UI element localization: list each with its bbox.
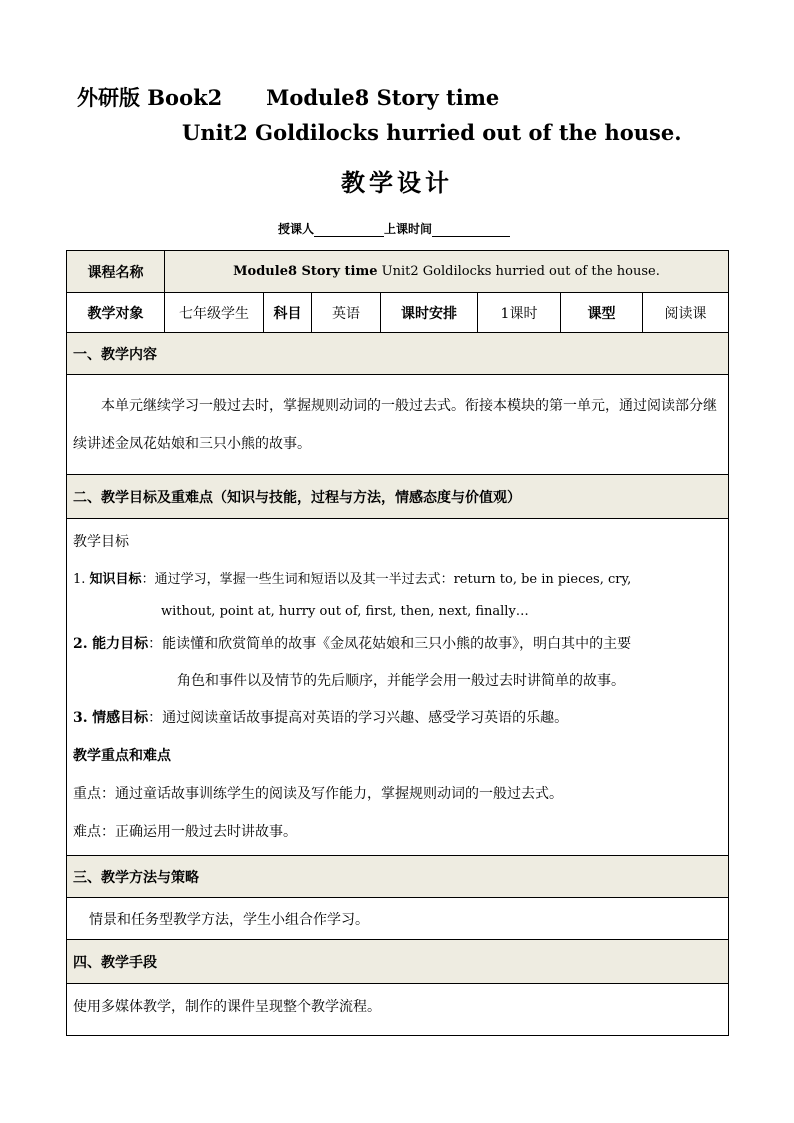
section-4-body-row (67, 984, 729, 1036)
section-2-heading: 二、教学目标及重难点（知识与技能，过程与方法，情感态度与价值观） (67, 475, 729, 519)
section-4-heading-row (67, 940, 729, 984)
key-difficult-title: 教学重点和难点 (73, 748, 171, 764)
key-point: 重点：通过童话故事训练学生的阅读及写作能力，掌握规则动词的一般过去式。 (73, 786, 563, 802)
section-2-body-row (67, 519, 729, 856)
course-name-row (67, 251, 729, 293)
document-title: 教学设计 (341, 168, 453, 197)
teacher-blank (314, 224, 384, 237)
hours-label: 课时安排 (381, 293, 478, 333)
goal-1-label: 知识目标 (89, 572, 142, 587)
goal-1-text: ：通过学习，掌握一些生词和短语以及其一半过去式：return to, be in pieces, cry, (141, 572, 632, 587)
section-4-body: 使用多媒体教学，制作的课件呈现整个教学流程。 (67, 984, 729, 1036)
audience-label: 教学对象 (67, 293, 165, 333)
goal-3-text: ：通过阅读童话故事提高对英语的学习兴趣、感受学习英语的乐趣。 (148, 710, 569, 726)
section-1-heading-row (67, 333, 729, 375)
header-line-1: 外研版 Book2 Module8 Story time (77, 85, 500, 110)
subject-value: 英语 (312, 293, 381, 333)
section-4-heading: 四、教学手段 (67, 940, 729, 984)
section-1-body: 本单元继续学习一般过去时，掌握规则动词的一般过去式。衔接本模块的第一单元，通过阅读部分继续讲述金凤花姑娘和三只小熊的故事。 (67, 375, 729, 475)
goal-2-continued: 角色和事件以及情节的先后顺序，并能学会用一般过去时讲简单的故事。 (177, 673, 625, 689)
section-2-heading-row (67, 475, 729, 519)
course-name-value (165, 251, 729, 293)
goal-1-continued: without, point at, hurry out of, first, then, next, finally… (161, 604, 529, 619)
goal-3 (73, 699, 722, 737)
teacher-label: 授课人 (278, 222, 315, 236)
meta-line (278, 220, 510, 237)
goal-2-text: ：能读懂和欣赏简单的故事《金凤花姑娘和三只小熊的故事》，明白其中的主要 (148, 636, 632, 652)
goal-2-num: 2. (73, 636, 88, 652)
header-line-2: Unit2 Goldilocks hurried out of the house. (182, 120, 682, 145)
course-unit: Unit2 Goldilocks hurried out of the house. (377, 264, 660, 279)
type-value: 阅读课 (643, 293, 729, 333)
difficulty-point: 难点：正确运用一般过去时讲故事。 (73, 824, 297, 840)
course-module: Module8 Story time (233, 264, 378, 279)
time-label: 上课时间 (384, 222, 433, 236)
course-name-label: 课程名称 (67, 251, 165, 293)
lesson-plan-table (66, 250, 729, 1036)
hours-value: 1课时 (478, 293, 561, 333)
goal-1 (73, 561, 722, 599)
section-3-body: 情景和任务型教学方法，学生小组合作学习。 (67, 898, 729, 940)
goal-2-label: 能力目标 (92, 636, 149, 652)
info-row (67, 293, 729, 333)
subject-label: 科目 (264, 293, 312, 333)
section-1-body-row (67, 375, 729, 475)
section-1-heading: 一、教学内容 (67, 333, 729, 375)
goal-2 (73, 625, 722, 663)
goal-1-num: 1. (73, 572, 86, 587)
section-2-body (67, 519, 729, 856)
type-label: 课型 (561, 293, 643, 333)
section-3-heading-row (67, 856, 729, 898)
goal-3-num: 3. (73, 710, 88, 726)
time-blank (432, 224, 510, 237)
audience-value: 七年级学生 (165, 293, 264, 333)
section-3-heading: 三、教学方法与策略 (67, 856, 729, 898)
goal-3-label: 情感目标 (92, 710, 149, 726)
goals-title: 教学目标 (73, 534, 129, 550)
section-3-body-row (67, 898, 729, 940)
